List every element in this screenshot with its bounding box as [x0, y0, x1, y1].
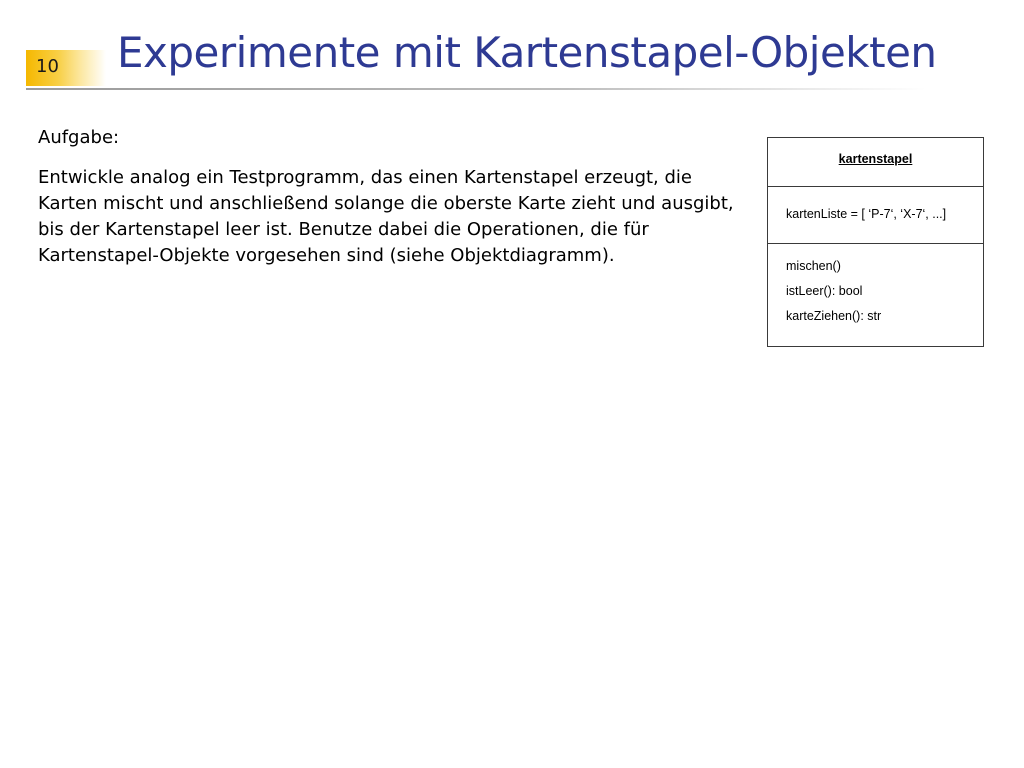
object-operations	[768, 244, 983, 334]
slide-number-badge	[26, 50, 106, 86]
object-attributes	[768, 187, 983, 244]
attribute-karten-liste: kartenListe = [ ‘P-7‘, ‘X-7‘, ...]	[786, 207, 947, 221]
operation-ist-leer: istLeer(): bool	[786, 284, 863, 298]
title-divider	[26, 88, 926, 90]
slide-number: 10	[36, 56, 59, 77]
slide-title: Experimente mit Kartenstapel-Objekten	[117, 28, 937, 77]
operation-mischen: mischen()	[786, 259, 841, 273]
object-name: kartenstapel	[768, 138, 983, 187]
operation-karte-ziehen: karteZiehen(): str	[786, 309, 882, 323]
object-diagram	[767, 137, 984, 347]
task-section	[38, 125, 738, 269]
task-description: Entwickle analog ein Testprogramm, das einen Kartenstapel erzeugt, die Karten mischt und anschließend solange die oberste Karte zieht und ausgibt, bis der Kartenstapel leer ist. Benutze dabei die Operationen, die für Kartenstapel-Objekte vorgesehen sind (siehe Objektdiagramm).	[38, 167, 734, 266]
task-heading: Aufgabe:	[38, 127, 120, 148]
